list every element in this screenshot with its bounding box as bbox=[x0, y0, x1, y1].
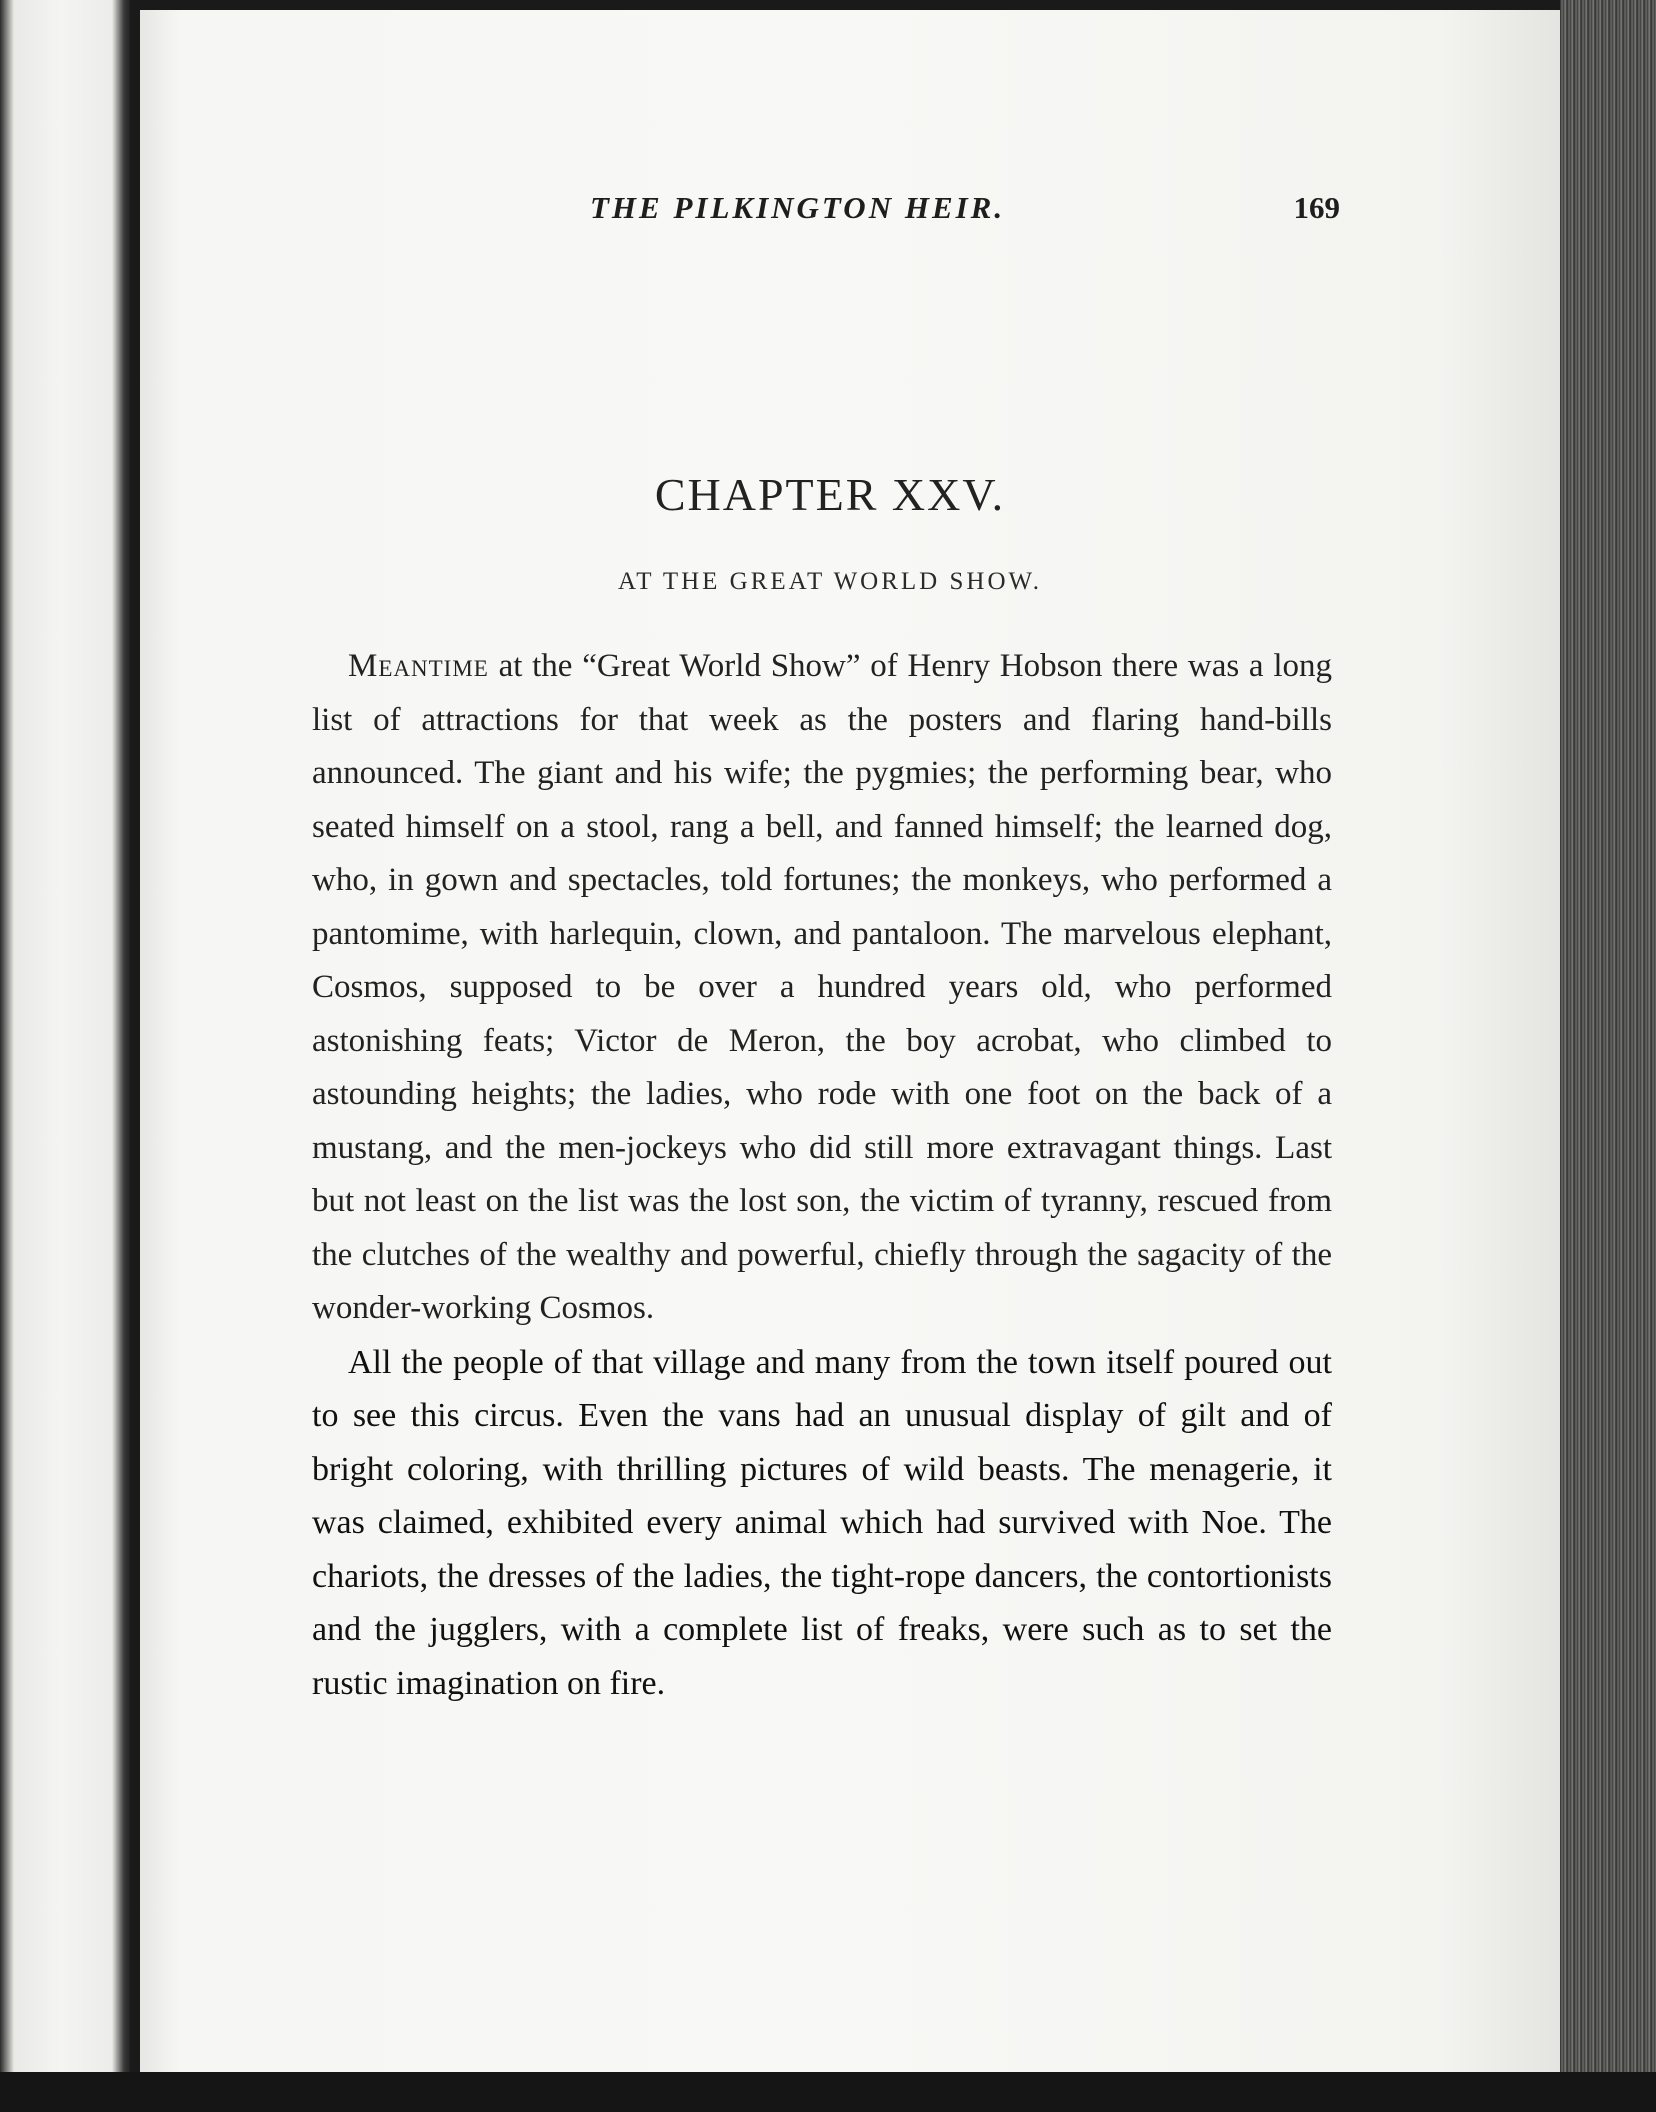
running-head bbox=[420, 190, 1340, 240]
paragraph-1-text: at the “Great World Show” of Henry Hobson there was a long list of attractions for that week as the posters and flaring hand-bills announced. The giant and his wife; the pygmies; the performing bear, who seated himself on a stool, rang a bell, and fanned himself; the learned dog, who, in gown and spectacles, told fortunes; the monkeys, who performed a pantomime, with harlequin, clown, and pantaloon. The marvelous elephant, Cosmos, supposed to be over a hundred years old, who performed astonishing feats; Victor de Meron, the boy acrobat, who climbed to astounding heights; the ladies, who rode with one foot on the back of a mustang, and the men-jockeys who did still more extravagant things. Last but not least on the list was the lost son, the victim of tyranny, rescued from the clutches of the wealthy and powerful, chiefly through the sagacity of the wonder-working Cosmos. bbox=[312, 648, 1332, 1326]
chapter-subtitle: AT THE GREAT WORLD SHOW. bbox=[617, 568, 1043, 595]
page-number: 169 bbox=[1293, 190, 1340, 225]
scan-bottom-border bbox=[0, 2072, 1656, 2112]
body-text bbox=[312, 640, 1332, 1710]
paragraph-2: All the people of that village and many from the town itself poured out to see this circus. Even the vans had an unusual display of gilt and of bright coloring, with thrilling pictures of wild beasts. The menagerie, it was claimed, exhibited every animal which had survived with Noe. The chariots, the dresses of the ladies, the tight-rope dancers, the contortionists and the jugglers, with a complete list of freaks, were such as to set the rustic imagination on fire. bbox=[312, 1343, 1332, 1702]
left-page-edge bbox=[0, 0, 130, 2112]
page-stack-edges bbox=[1560, 0, 1656, 2112]
paragraph-lead-word: Meantime bbox=[348, 648, 489, 684]
paragraph-1 bbox=[312, 640, 1332, 1336]
running-title: THE PILKINGTON HEIR. bbox=[590, 190, 1006, 225]
chapter-title: CHAPTER XXV. bbox=[654, 469, 1006, 520]
